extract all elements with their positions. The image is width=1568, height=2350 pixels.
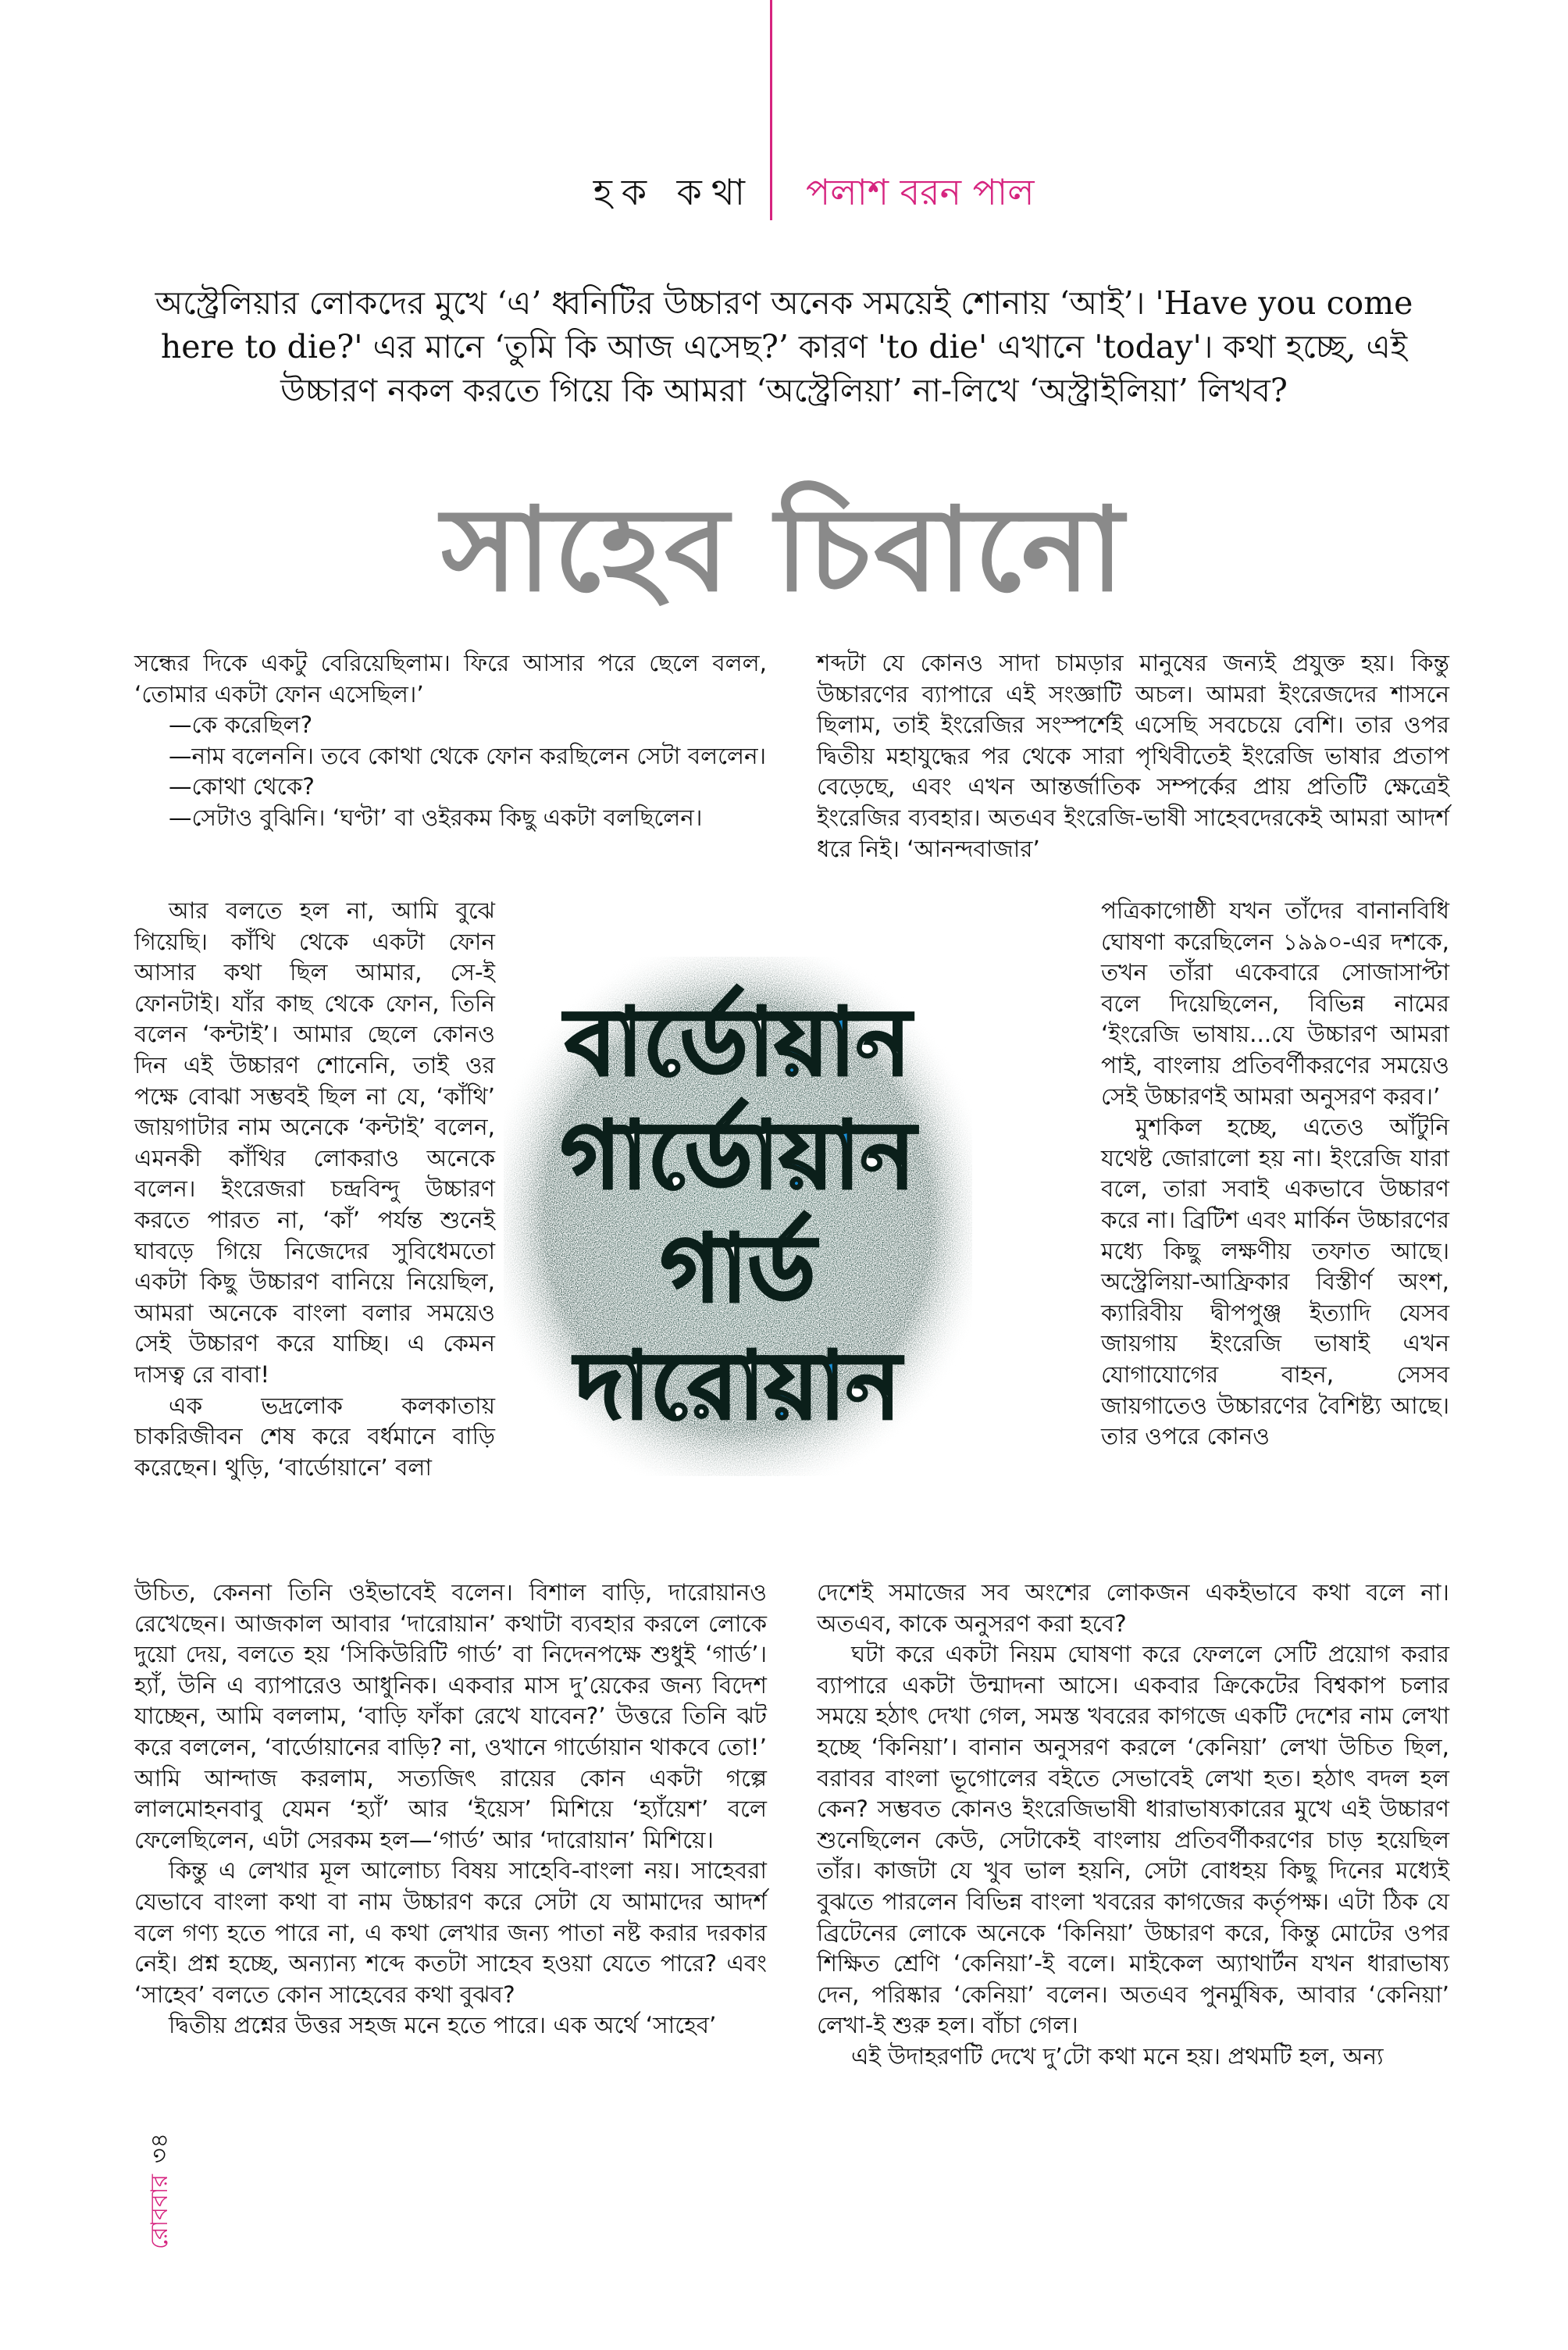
paragraph: এক ভদ্রলোক কলকাতায় চাকরিজীবন শেষ করে বর্ধমানে বাড়ি করেছেন। থুড়ি, ‘বার্ডোয়ানে’ বলা — [134, 1392, 495, 1481]
paragraph: দ্বিতীয় প্রশ্নের উত্তর সহজ মনে হতে পারে। এক অর্থে ‘সাহেব’ — [169, 2012, 717, 2039]
paragraph: আর বলতে হল না, আমি বুঝে গিয়েছি। কাঁথি থেকে একটা ফোন আসার কথা ছিল আমার, সে-ই ফোনটাই। যাঁর কাছ থেকে ফোন, তিনি বলেন ‘কন্টাই’। আমার ছেলে কোনও দিন এই উচ্চারণ শোনেনি, তাই ওর পক্ষে বোঝা সম্ভবই ছিল না যে, ‘কাঁথি’ জায়গাটার নাম অনেকে ‘কন্টাই’ বলেন, এমনকী কাঁথির লোকরাও অনেকে বলেন। ইংরেজরা চন্দ্রবিন্দু উচ্চারণ করতে পারত না, ‘কাঁ’ পর্যন্ত শুনেই ঘাবড়ে গিয়ে নিজেদের সুবিধেমতো একটা কিছু উচ্চারণ বানিয়ে নিয়েছিল, আমরা অনেকে বাংলা বলার সময়েও সেই উচ্চারণ করে যাচ্ছি। এ কেমন দাসত্ব রে বাবা! — [134, 897, 495, 1388]
page-folio — [109, 2062, 173, 2249]
article-title: সাহেব চিবানো — [440, 483, 1128, 617]
paragraph: এই উদাহরণটি দেখে দু’টো কথা মনে হয়। প্রথমটি হল, অন্য — [851, 2042, 1384, 2070]
header-divider — [770, 0, 772, 220]
paragraph: শব্দটা যে কোনও সাদা চামড়ার মানুষের জন্যই প্রযুক্ত হয়। কিন্তু উচ্চারণের ব্যাপারে এই সংজ্ঞাটি অচল। আমরা ইংরেজদের শাসনে ছিলাম, তাই ইংরেজির সংস্পর্শেই এসেছি সবচেয়ে বেশি। তার ওপর দ্বিতীয় মহাযুদ্ধের পর থেকে সারা পৃথিবীতেই ইংরেজি ভাষার প্রতাপ বেড়েছে, এবং এখন আন্তর্জাতিক সম্পর্কের প্রায় প্রতিটি ক্ষেত্রেই ইংরেজির ব্যবহার। অতএব ইংরেজি-ভাষী সাহেবদেরকেই আমরা আদর্শ ধরে নিই। ‘আনন্দবাজার’ — [817, 650, 1449, 862]
paragraph: উচিত, কেননা তিনি ওইভাবেই বলেন। বিশাল বাড়ি, দারোয়ানও রেখেছেন। আজকাল আবার ‘দারোয়ান’ কথাটা ব্যবহার করলে লোকে দুয়ো দেয়, বলতে হয় ‘সিকিউরিটি গার্ড’ বা নিদেনপক্ষে শুধুই ‘গার্ড’। হ্যাঁ, উনি এ ব্যাপারেও আধুনিক। একবার মাস দু’য়েকের জন্য বিদেশ যাচ্ছেন, আমি বললাম, ‘বাড়ি ফাঁকা রেখে যাবেন?’ উত্তরে তিনি ঝট করে বললেন, ‘বার্ডোয়ানের বাড়ি? না, ওখানে গার্ডোয়ান থাকবে তো!’ আমি আন্দাজ করলাম, সত্যজিৎ রায়ের কোন একটা গল্পে লালমোহনবাবু যেমন ‘হ্যাঁ’ আর ‘ইয়েস’ মিশিয়ে ‘হ্যাঁয়েশ’ বলে ফেলেছিলেন, এটা সেরকম হল—‘গার্ড’ আর ‘দারোয়ান’ মিশিয়ে। — [134, 1579, 767, 1853]
art-syllable: ন — [846, 1332, 901, 1439]
right-column-narrow — [1101, 896, 1449, 1453]
right-column-bottom — [817, 1578, 1449, 2073]
art-syllable: ন — [860, 1101, 916, 1209]
art-syllable: গার্ড — [660, 1214, 816, 1322]
paragraph: কিন্তু এ লেখার মূল আলোচ্য বিষয় সাহেবি-বাংলা নয়। সাহেবরা যেভাবে বাংলা কথা বা নাম উচ্চারণ করে সেটা যে আমাদের আদর্শ বলে গণ্য হতে পারে না, এ কথা লেখার জন্য পাতা নষ্ট করার দরকার নেই। প্রশ্ন হচ্ছে, অন্যান্য শব্দে কতটা সাহেব হওয়া যেতে পারে? এবং ‘সাহেব’ বলতে কোন সাহেবের কথা বুঝব? — [134, 1857, 767, 2008]
folio-brand: রোববার — [146, 2174, 173, 2249]
column-name: হক কথা — [593, 171, 754, 213]
left-column-bottom — [134, 1578, 767, 2042]
paragraph: —কোথা থেকে? — [169, 773, 315, 801]
paragraph: ঘটা করে একটা নিয়ম ঘোষণা করে ফেললে সেটি প্রয়োগ করার ব্যাপারে একটা উন্মাদনা আসে। একবার ক্রিকেটের বিশ্বকাপ চলার সময়ে হঠাৎ দেখা গেল, সমস্ত খবরের কাগজে একটি দেশের নাম লেখা হচ্ছে ‘কিনিয়া’। বানান অনুসরণ করলে ‘কেনিয়া’ লেখা উচিত ছিল, বরাবর বাংলা ভূগোলের বইতে সেভাবেই লেখা হত। হঠাৎ বদল হল কেন? সম্ভবত কোনও ইংরেজিভাষী ধারাভাষ্যকারের মুখে এই উচ্চারণ শুনেছিলেন কেউ, সেটাকেই বাংলায় প্রতিবর্ণীকরণের চাড় হয়েছিল তাঁর। কাজটা যে খুব ভাল হয়নি, সেটা বোধহয় কিছু দিনের মধ্যেই বুঝতে পারলেন বিভিন্ন বাংলা খবরের কাগজের কর্তৃপক্ষ। এটা ঠিক যে ব্রিটেনের লোকে অনেকে ‘কিনিয়া’ উচ্চারণ করে, কিন্তু মোটের ওপর শিক্ষিত শ্রেণি ‘কেনিয়া’-ই বলে। মাইকেল অ্যাথার্টন যখন ধারাভাষ্য দেন, পরিষ্কার ‘কেনিয়া’ বলেন। অতএব পুনর্মুষিক, আবার ‘কেনিয়া’ লেখা-ই শুরু হল। বাঁচা গেল। — [817, 1641, 1449, 2039]
art-syllable: ন — [855, 988, 911, 1096]
paragraph: —কে করেছিল? — [169, 711, 313, 739]
art-highlight-syllable: য়া — [764, 1332, 846, 1439]
paragraph: —নাম বলেননি। তবে কোথা থেকে ফোন করছিলেন সেটা বললেন। — [169, 742, 767, 769]
right-column-top — [817, 648, 1449, 865]
art-highlight-syllable: য়া — [779, 1101, 861, 1209]
left-column-top — [134, 648, 767, 834]
art-syllable: গার্ডো — [560, 1101, 779, 1209]
art-word-line — [561, 1098, 918, 1209]
word-art-svg — [504, 957, 972, 1476]
word-art-illustration — [504, 957, 972, 1476]
paragraph: —সেটাও বুঝিনি। ‘ঘণ্টা’ বা ওইরকম কিছু একটা বলছিলেন। — [169, 804, 703, 831]
page-number: ৩৪ — [146, 2133, 173, 2164]
paragraph: সন্ধের দিকে একটু বেরিয়েছিলাম। ফিরে আসার পরে ছেলে বলল, ‘তোমার একটা ফোন এসেছিল।’ — [134, 650, 767, 708]
paragraph: পত্রিকাগোষ্ঠী যখন তাঁদের বানানবিধি ঘোষণা করেছিলেন ১৯৯০-এর দশকে, তখন তাঁরা একেবারে সোজাসাপ্টা বলে দিয়েছিলেন, বিভিন্ন নামের ‘ইংরেজি ভাষায়...যে উচ্চারণ আমরা পাই, বাংলায় প্রতিবর্ণীকরণের সময়েও সেই উচ্চারণই আমরা অনুসরণ করব।’ — [1101, 897, 1449, 1110]
author-name: পলাশ বরন পাল — [806, 171, 1035, 213]
art-syllable: বার্ডো — [565, 988, 775, 1096]
art-word-line — [661, 1211, 819, 1322]
art-word-line — [572, 1332, 904, 1439]
art-highlight-syllable: য়া — [775, 988, 856, 1096]
standfirst: অস্ট্রেলিয়ার লোকদের মুখে ‘এ’ ধ্বনিটির উচ্চারণ অনেক সময়েই শোনায় ‘আই’। 'Have you come here to die?' এর মানে ‘তুমি কি আজ এসেছ?’ কারণ 'to die' এখানে 'today'। কথা হচ্ছে, এই উচ্চারণ নকল করতে গিয়ে কি আমরা ‘অস্ট্রেলিয়া’ না-লিখে ‘অস্ট্রাইলিয়া’ লিখব? — [155, 284, 1413, 409]
art-word-line — [562, 985, 914, 1096]
art-syllable: দারো — [575, 1332, 765, 1439]
paragraph: মুশকিল হচ্ছে, এতেও আঁটুনি যথেষ্ট জোরালো হয় না। ইংরেজি যারা বলে, তারা সবাই একভাবে উচ্চারণ করে না। ব্রিটিশ এবং মার্কিন উচ্চারণের মধ্যে কিছু লক্ষণীয় তফাত আছে। অস্ট্রেলিয়া-আফ্রিকার বিস্তীর্ণ অংশ, ক্যারিবীয় দ্বীপপুঞ্জ ইত্যাদি যেসব জায়গায় ইংরেজি ভাষাই এখন যোগাযোগের বাহন, সেসব জায়গাতেও উচ্চারণের বৈশিষ্ট্য আছে। তার ওপরে কোনও — [1101, 1114, 1449, 1450]
paragraph: দেশেই সমাজের সব অংশের লোকজন একইভাবে কথা বলে না। অতএব, কাকে অনুসরণ করা হবে? — [817, 1579, 1449, 1637]
left-column-narrow — [134, 896, 495, 1483]
